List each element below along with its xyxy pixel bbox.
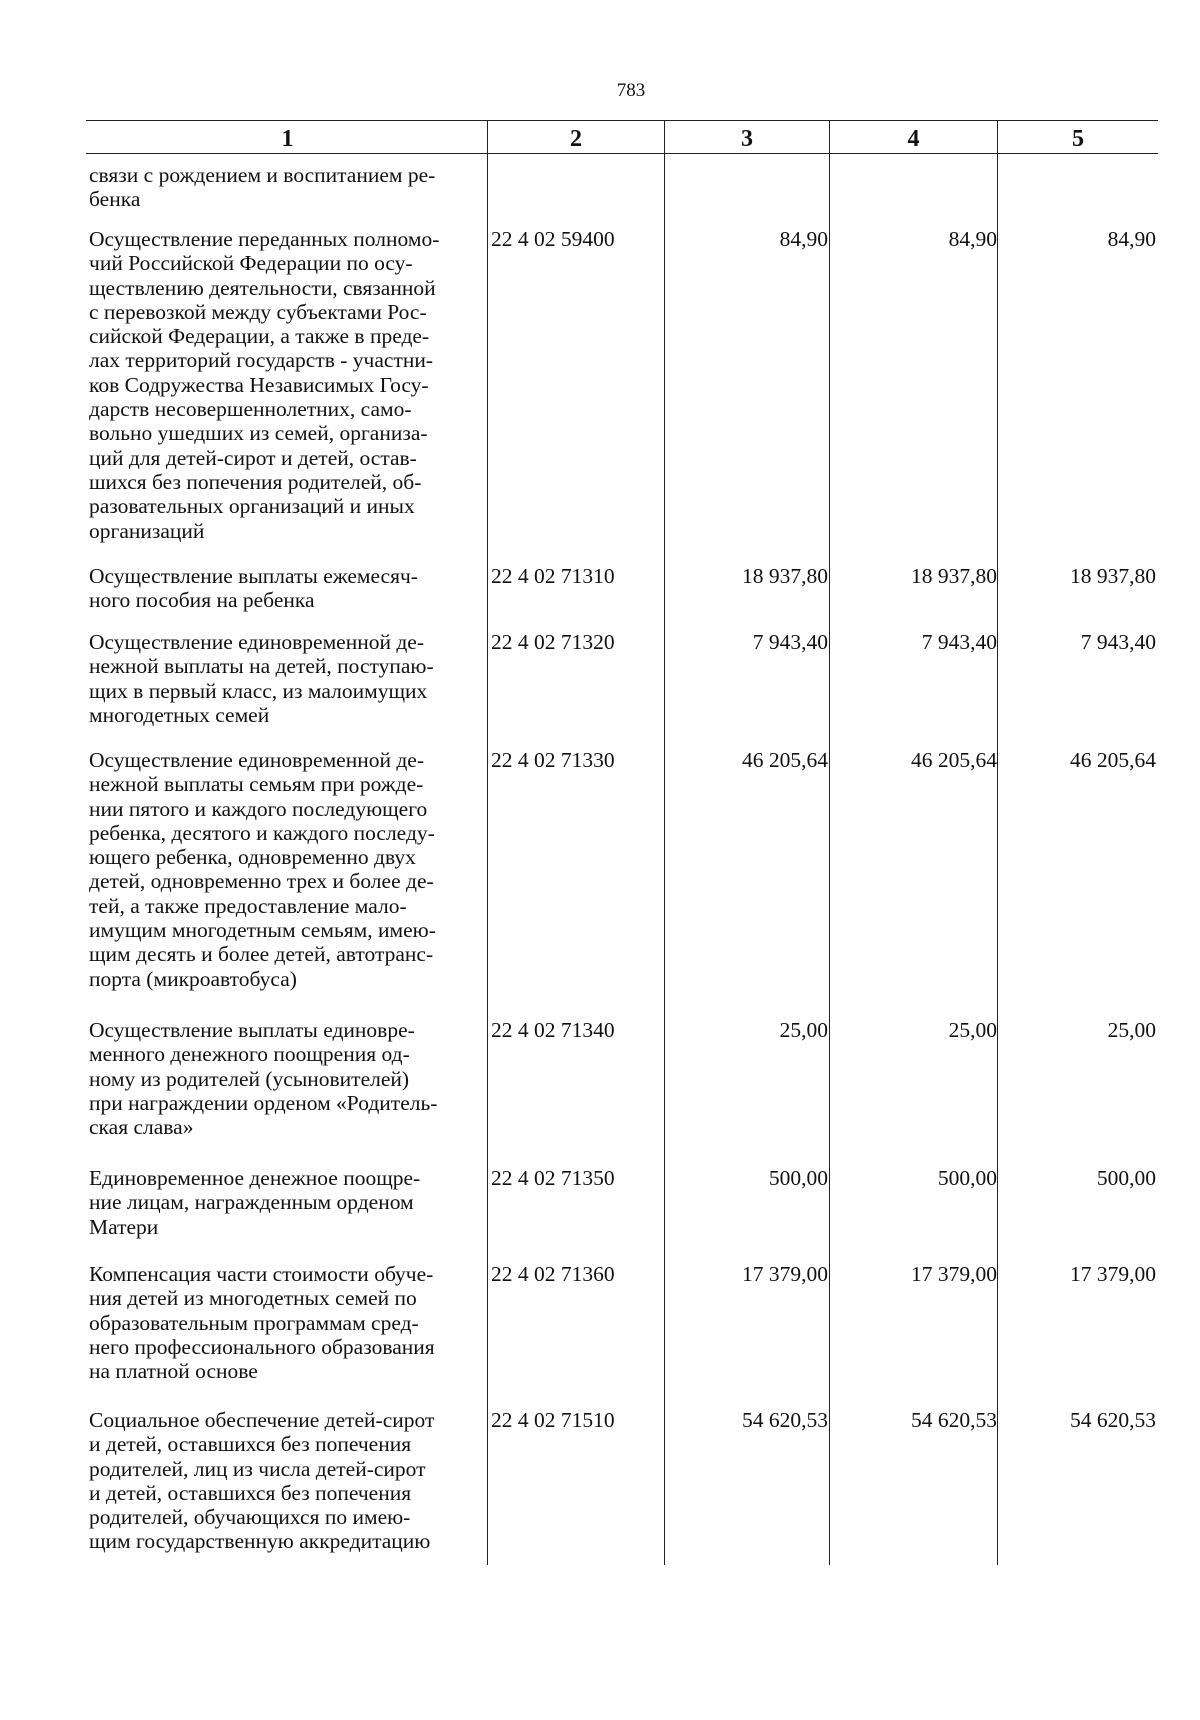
row-value-col5: 18 937,80 [1070,564,1156,588]
row-description: Осуществление выплаты ежемесяч- ного пособия на ребенка [89,564,418,613]
row-code: 22 4 02 71510 [491,1408,615,1432]
column-header-5: 5 [1072,126,1084,152]
row-code: 22 4 02 71360 [491,1262,615,1286]
row-code: 22 4 02 71350 [491,1166,615,1190]
row-value-col5: 500,00 [1096,1166,1156,1190]
row-value-col3: 7 943,40 [752,630,828,654]
row-code: 22 4 02 71340 [491,1018,615,1042]
row-code: 22 4 02 71320 [491,630,615,654]
row-description: Социальное обеспечение детей-сирот и детей, оставшихся без попечения родителей, лиц из числа детей-сирот и детей, оставшихся без попечения родителей, обучающихся по имею- щим государственную аккредитацию [89,1408,435,1554]
row-value-col3: 46 205,64 [742,748,828,772]
row-value-col4: 25,00 [948,1018,997,1042]
row-value-col4: 18 937,80 [911,564,997,588]
column-header-1: 1 [281,126,294,152]
row-value-col3: 54 620,53 [742,1408,828,1432]
row-code: 22 4 02 71330 [491,748,615,772]
row-value-col3: 17 379,00 [742,1262,828,1286]
row-description: Осуществление выплаты единовре- менного денежного поощрения од- ному из родителей (усыновителей) при награждении орденом «Родитель- ская слава» [89,1018,438,1140]
row-description: Осуществление переданных полномо- чий Российской Федерации по осу- ществлению деятельности, связанной с перевозкой между субъектами Рос- сийской Федерации, а также в преде- лах территорий государств - участни- ков Содружества Независимых Госу- дарств несовершеннолетних, само- вольно ушедших из семей, организа- ций для детей-сирот и детей, остав- шихся без попечения родителей, об- разовательных организаций и иных организаций [89,227,440,543]
column-header-4: 4 [907,126,920,152]
row-value-col4: 54 620,53 [911,1408,997,1432]
row-code: 22 4 02 71310 [491,564,615,588]
row-value-col3: 500,00 [768,1166,828,1190]
row-description: Компенсация части стоимости обуче- ния детей из многодетных семей по образовательным программам сред- него профессионального образования на платной основе [89,1262,435,1384]
column-header-3: 3 [741,126,753,152]
row-value-col5: 17 379,00 [1070,1262,1156,1286]
row-code: 22 4 02 59400 [491,227,615,251]
row-value-col5: 84,90 [1107,227,1156,251]
row-description: Осуществление единовременной де- нежной выплаты на детей, поступаю- щих в первый класс, из малоимущих многодетных семей [89,630,434,727]
row-value-col3: 25,00 [779,1018,828,1042]
row-value-col5: 7 943,40 [1080,630,1156,654]
row-description: Единовременное денежное поощре- ние лицам, награжденным орденом Матери [89,1166,421,1239]
row-value-col5: 54 620,53 [1070,1408,1156,1432]
row-value-col4: 46 205,64 [911,748,997,772]
row-value-col4: 7 943,40 [921,630,997,654]
row-description: Осуществление единовременной де- нежной выплаты семьям при рожде- нии пятого и каждого последующего ребенка, десятого и каждого последу- ющего ребенка, одновременно двух детей, одновременно трех и более де- тей, а также предоставление мало- имущим многодетным семьям, имею- щим десять и более детей, автотранс- порта (микроавтобуса) [89,748,436,991]
row-value-col4: 84,90 [948,227,997,251]
column-divider-2-3 [664,120,665,1565]
row-description: связи с рождением и воспитанием ре- бенка [89,163,436,212]
row-value-col3: 84,90 [779,227,828,251]
row-value-col5: 46 205,64 [1070,748,1156,772]
column-header-2: 2 [570,126,582,152]
row-value-col4: 500,00 [937,1166,997,1190]
row-value-col3: 18 937,80 [742,564,828,588]
page-number: 783 [616,80,646,101]
column-divider-1-2 [487,120,488,1565]
column-divider-3-4 [829,120,830,1565]
column-divider-4-5 [997,120,998,1565]
row-value-col4: 17 379,00 [911,1262,997,1286]
row-value-col5: 25,00 [1107,1018,1156,1042]
